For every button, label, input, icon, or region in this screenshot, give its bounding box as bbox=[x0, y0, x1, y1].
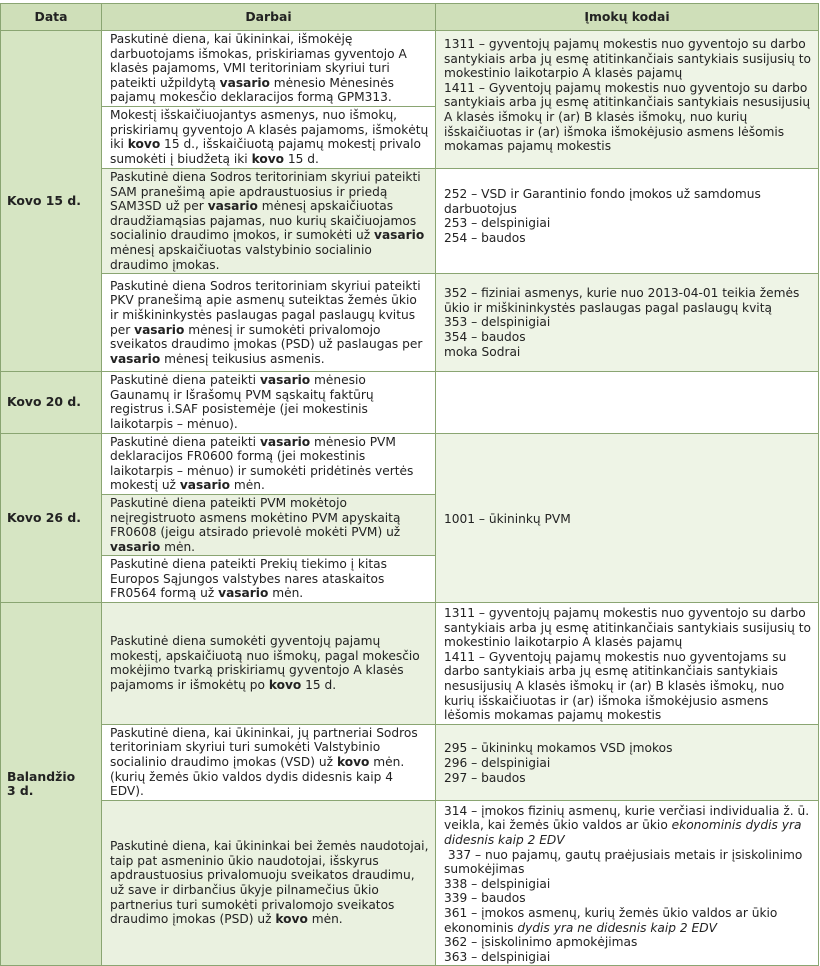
task-cell: Paskutinė diena pateikti PVM mokėtojo neįregistruoto asmens mokėtino PVM apyskaitą FR0608 (jeigu atsirado prievolė mokėti PVM) už vasario mėn. bbox=[102, 494, 436, 555]
code-line: 253 – delspinigiai bbox=[444, 216, 551, 231]
codes-cell bbox=[436, 603, 819, 725]
table-row bbox=[1, 169, 819, 274]
table-row bbox=[1, 31, 819, 107]
codes-cell bbox=[436, 274, 819, 372]
task-cell: Paskutinė diena, kai ūkininkai, išmokėję darbuotojams išmokas, priskiriamas gyventojo A klasės pajamoms, VMI teritoriniam skyriui turi pateikti užpildytą vasario mėnesio Mėnesinės pajamų mokesčio deklaracijos formą GPM313. bbox=[102, 31, 436, 107]
header-row bbox=[1, 4, 819, 31]
code-line: 254 – baudos bbox=[444, 230, 526, 245]
header-tasks: Darbai bbox=[102, 4, 436, 31]
table-row bbox=[1, 372, 819, 433]
table-row bbox=[1, 800, 819, 966]
codes-cell bbox=[436, 433, 819, 603]
code-line: 339 – baudos bbox=[444, 891, 526, 906]
code-line: 296 – delspinigiai bbox=[444, 756, 551, 771]
date-cell: Kovo 26 d. bbox=[1, 433, 102, 603]
code-line: 295 – ūkininkų mokamos VSD įmokos bbox=[444, 741, 673, 756]
code-line: 1001 – ūkininkų PVM bbox=[444, 511, 571, 526]
code-line: 297 – baudos bbox=[444, 770, 526, 785]
header-date: Data bbox=[1, 4, 102, 31]
code-line: 354 – baudos bbox=[444, 329, 526, 344]
task-cell: Paskutinė diena Sodros teritoriniam skyriui pateikti SAM pranešimą apie apdraustuosius ir priedą SAM3SD už per vasario mėnesį apskaičiuotas draudžiamąsias pajamas, nuo kurių skaičiuojamos socialinio draudimo įmokos, ir sumokėti už vasario mėnesį apskaičiuotas valstybinio socialinio draudimo įmokas. bbox=[102, 169, 436, 274]
task-cell: Mokestį išskaičiuojantys asmenys, nuo išmokų, priskiriamų gyventojo A klasės pajamoms, išmokėtų iki kovo 15 d., išskaičiuotą pajamų mokestį privalo sumokėti į biudžetą iki kovo 15 d. bbox=[102, 107, 436, 169]
codes-cell bbox=[436, 800, 819, 966]
codes-cell bbox=[436, 724, 819, 800]
date-cell: Kovo 20 d. bbox=[1, 372, 102, 433]
code-line: moka Sodrai bbox=[444, 344, 521, 359]
date-cell: Balandžio 3 d. bbox=[1, 603, 102, 966]
task-cell: Paskutinė diena, kai ūkininkai, jų partneriai Sodros teritoriniam skyriui turi sumokėti Valstybinio socialinio draudimo įmokas (VSD) už kovo mėn. (kurių žemės ūkio valdos dydis didesnis kaip 4 EDV). bbox=[102, 724, 436, 800]
codes-cell bbox=[436, 169, 819, 274]
date-cell: Kovo 15 d. bbox=[1, 31, 102, 372]
code-line: 1411 – Gyventojų pajamų mokestis nuo gyventojams su darbo santykiais arba jų esmę atitinkančiais santykiais nesusijusių A klasės išmokų ir (ar) B klasės išmokų, nuo kurių išskaičiuotas ir (ar) išmoka išmokėjusio asmens lėšomis mokamas pajamų mokestis bbox=[444, 649, 791, 723]
task-cell: Paskutinė diena Sodros teritoriniam skyriui pateikti PKV pranešimą apie asmenų suteiktas žemės ūkio ir miškininkystės paslaugas pagal paslaugų kvitus per vasario mėnesį ir sumokėti privalomojo sveikatos draudimo įmokas (PSD) už paslaugas per vasario mėnesį teikusius asmenis. bbox=[102, 274, 436, 372]
task-cell: Paskutinė diena, kai ūkininkai bei žemės naudotojai, taip pat asmeninio ūkio naudotojai, išskyrus apdraustuosius privalomuoju sveikatos draudimu, už save ir dirbančius ūkyje pilnamečius ūkio partnerius turi sumokėti privalomojo sveikatos draudimo įmokas (PSD) už kovo mėn. bbox=[102, 800, 436, 966]
task-cell: Paskutinė diena pateikti vasario mėnesio PVM deklaracijos FR0600 formą (jei mokestinis laikotarpis – mėnuo) ir sumokėti pridėtinės vertės mokestį už vasario mėn. bbox=[102, 433, 436, 494]
code-line: 314 – įmokos fizinių asmenų, kurie verčiasi individualia ž. ū. veikla, kai žemės ūkio valdos ar ūkio ekonominis dydis yra didesnis kaip 2 EDV bbox=[444, 803, 813, 847]
codes-cell bbox=[436, 31, 819, 169]
code-line: 252 – VSD ir Garantinio fondo įmokos už samdomus darbuotojus bbox=[444, 187, 765, 216]
code-line: 1411 – Gyventojų pajamų mokestis nuo gyventojo su darbo santykiais arba jų esmę atitinkančiais santykiais nesusijusių A klasės išmokų ir (ar) B klasės išmokų, nuo kurių išskaičiuotas ir (ar) išmoka išmokėjusio asmens lėšomis mokamas pajamų mokestis bbox=[444, 80, 814, 154]
code-line: 338 – delspinigiai bbox=[444, 876, 551, 891]
table-row bbox=[1, 274, 819, 372]
code-line: 361 – įmokos asmenų, kurių žemės ūkio valdos ar ūkio ekonominis dydis yra ne didesnis kaip 2 EDV bbox=[444, 905, 782, 935]
code-line: 1311 – gyventojų pajamų mokestis nuo gyventojo su darbo santykiais arba jų esmę atitinkančiais santykiais susijusių to mokestinio laikotarpio A klasės pajamų bbox=[444, 37, 815, 81]
table-row bbox=[1, 724, 819, 800]
codes-cell bbox=[436, 372, 819, 433]
code-line: 362 – įsiskolinimo apmokėjimas bbox=[444, 935, 638, 950]
table-row bbox=[1, 433, 819, 494]
code-line: 353 – delspinigiai bbox=[444, 315, 551, 330]
code-line: 1311 – gyventojų pajamų mokestis nuo gyventojo su darbo santykiais arba jų esmę atitinkančiais santykiais susijusių to mokestinio laikotarpio A klasės pajamų bbox=[444, 606, 815, 650]
code-line: 337 – nuo pajamų, gautų praėjusiais metais ir įsiskolinimo sumokėjimas bbox=[444, 847, 807, 877]
code-line: 363 – delspinigiai bbox=[444, 949, 551, 964]
task-cell: Paskutinė diena sumokėti gyventojų pajamų mokestį, apskaičiuotą nuo išmokų, pagal mokesčio mokėjimo tvarką priskiriamų gyventojo A klasės pajamoms ir išmokėtų po kovo 15 d. bbox=[102, 603, 436, 725]
code-line: 352 – fiziniai asmenys, kurie nuo 2013-04-01 teikia žemės ūkio ir miškininkystės paslaugas pagal paslaugų kvitą bbox=[444, 286, 804, 315]
table-row bbox=[1, 603, 819, 725]
task-cell: Paskutinė diena pateikti vasario mėnesio Gaunamų ir Išrašomų PVM sąskaitų faktūrų registrus i.SAF posistemėje (jei mokestinis laikotarpis – mėnuo). bbox=[102, 372, 436, 433]
header-codes: Įmokų kodai bbox=[436, 4, 819, 31]
tax-calendar-table bbox=[0, 3, 819, 966]
task-cell: Paskutinė diena pateikti Prekių tiekimo į kitas Europos Sąjungos valstybes nares ataskaitos FR0564 formą už vasario mėn. bbox=[102, 556, 436, 603]
